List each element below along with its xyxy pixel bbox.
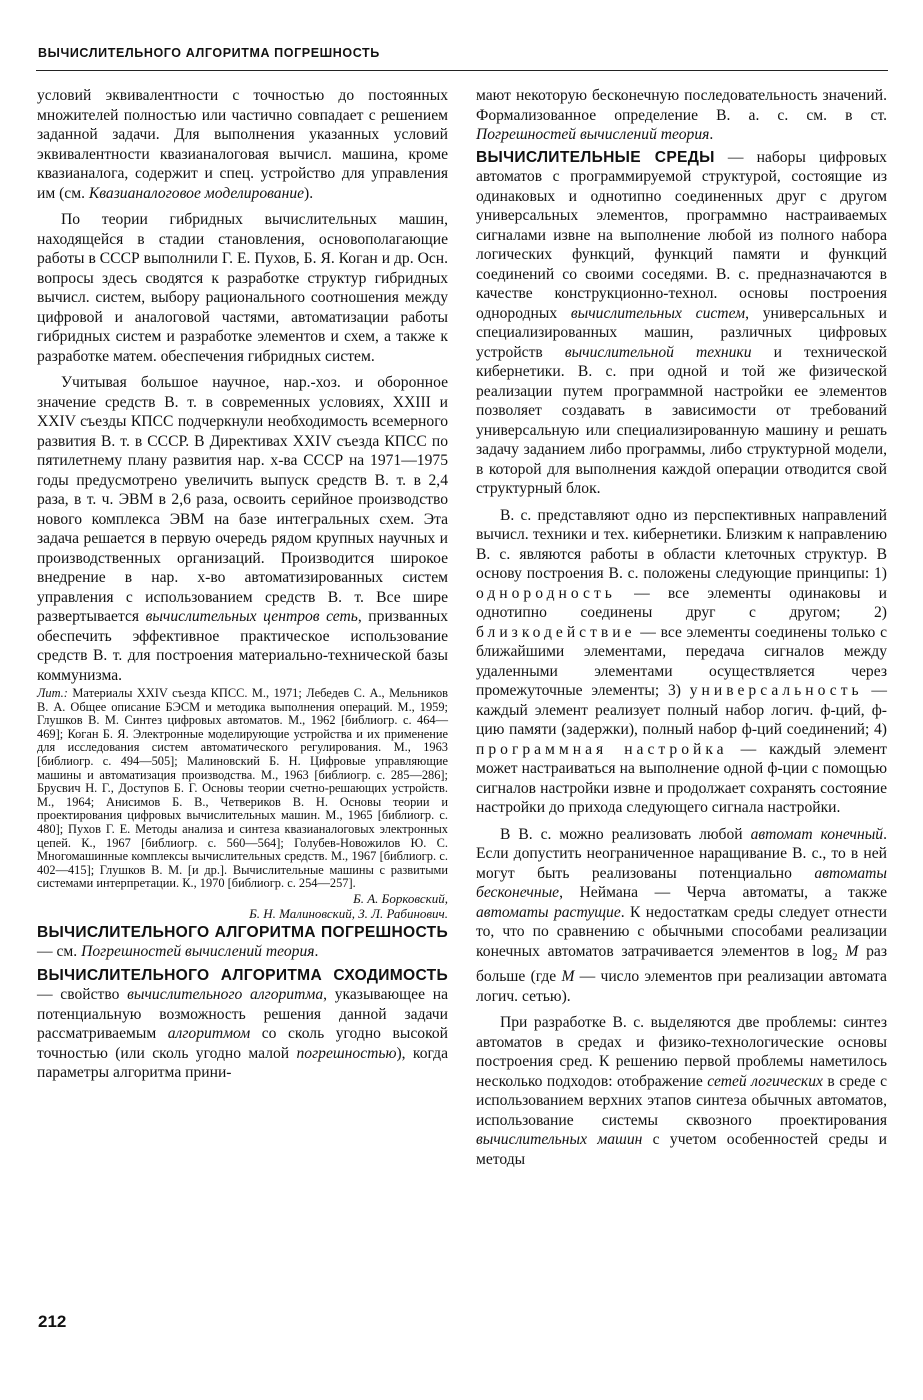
lit-label: Лит.:	[37, 686, 68, 700]
cross-reference[interactable]: автомат конечный	[750, 825, 884, 843]
paragraph: При разработке В. с. выделяются две проблемы: синтез автоматов в средах и физико-технологические основы построения сред. К решению первой проблемы наметилось несколько подходов: отображение сетей логических в среде с использованием верхних этапов синтеза обычных автоматов, использование системы сквозного проектирования вычислительных машин с учетом особенностей среды и методы	[476, 1014, 887, 1168]
cross-reference[interactable]: сетей логических	[707, 1072, 823, 1090]
cross-reference[interactable]: Погрешностей вычислений теория	[476, 126, 710, 143]
cross-reference[interactable]: погрешностью	[296, 1044, 397, 1062]
paragraph: условий эквивалентности с точностью до постоянных множителей полностью или частично совпадает с решением заданной задачи. Для выполнения указанных условий эквивалентности квазианалоговая вычисл. машина, кроме квазианалога, содержит и спец. устройство для управления им (см. Квазианалоговое моделирование).	[37, 87, 448, 202]
header-rule	[36, 70, 888, 71]
cross-reference[interactable]: вычислительных систем	[570, 304, 746, 322]
paragraph: мают некоторую бесконечную последовательность значений. Формализованное определение В. а. с. см. в ст. Погрешностей вычислений теория.	[476, 87, 887, 143]
formula: $\log_2 M$	[812, 942, 859, 963]
entry-headword: ВЫЧИСЛИТЕЛЬНЫЕ СРЕДЫ	[476, 148, 715, 166]
cross-reference[interactable]: Погрешностей вычислений теория	[81, 943, 315, 961]
cross-reference[interactable]: вычислительных центров сеть	[145, 608, 358, 625]
dictionary-entry: ВЫЧИСЛИТЕЛЬНЫЕ СРЕДЫ — наборы цифровых автоматов с программируемой структурой, состоящие из одинаковых и однотипно соединенных друг с другом универсальных элементов, программно настраиваемых сигналами извне на выполнение любой из полного набора логических функций, функций памяти и функций соединений со своими соседями. В. с. предназначаются в качестве конструкционно-технол. основы построения однородных вычислительных систем, универсальных и специализированных машин, различных цифровых устройств вычислительной техники и технической кибернетики. В. с. при одной и той же физической реализации путем программной настройки ее элементов позволяет создавать в зависимости от требований универсальную или специализированную машину и решать задачу заданием либо программы, либо структурной модели, в которой для выполнения каждой операции отводится свой структурный блок.	[476, 148, 888, 497]
running-header: ВЫЧИСЛИТЕЛЬНОГО АЛГОРИТМА ПОГРЕШНОСТЬ	[38, 46, 380, 60]
spaced-term: программная настройка	[476, 740, 728, 758]
cross-reference[interactable]: автоматы растущие	[476, 903, 621, 921]
dictionary-entry: ВЫЧИСЛИТЕЛЬНОГО АЛГОРИТМА ПОГРЕШНОСТЬ — см. Погрешностей вычислений теория.	[37, 923, 448, 961]
dictionary-entry: ВЫЧИСЛИТЕЛЬНОГО АЛГОРИТМА СХОДИМОСТЬ — свойство вычислительного алгоритма, указывающее на потенциальную возможность решения данной задачи рассматриваемым алгоритмом со сколь угодно высокой точностью (или сколь угодно малой погрешностью), когда параметры алгоритма прини-	[37, 966, 448, 1082]
spaced-term: универсальность	[689, 682, 863, 699]
left-column	[37, 86, 448, 1083]
paragraph: В В. с. можно реализовать любой автомат конечный. Если допустить неограниченное наращивание В. с., то в ней могут быть реализованы потенциально автоматы бесконечные, Неймана — Черча автоматы, а также автоматы растущие. К недостаткам среды следует отнести то, что по сравнению с обычными способами реализации конечных автоматов затрачивается элементов в $\log_2 M$ раз больше (где M — число элементов при реализации автомата логич. сетью).	[476, 825, 887, 1005]
cross-reference[interactable]: автоматы бесконечные	[476, 864, 887, 901]
cross-reference[interactable]: вычислительного алгоритма	[127, 986, 324, 1004]
paragraph: Учитывая большое научное, нар.-хоз. и оборонное значение средств В. т. в современных условиях, XXIII и XXIV съезды КПСС подчеркнули необходимость всемерного развития В. т. в СССР. В Директивах XXIV съезда КПСС по пятилетнему плану развития нар. х-ва СССР на 1971—1975 годы предусмотрено увеличить выпуск средств В. т. в 2,4 раза, в т. ч. ЭВМ в 2,6 раза, освоить серийное производство нового комплекса ЭВМ на базе интегральных схем. Эта задача решается в первую очередь рядом крупных научных и производственных организаций. Производится широкое внедрение в нар. х-во автоматизированных систем управления с использованием средств В. т. Все шире развертывается вычислительных центров сеть, призванных обеспечить эффективное практическое использование средств В. т. для построения материально-технической базы коммунизма.	[37, 374, 448, 684]
cross-reference[interactable]: вычислительной техники	[564, 343, 752, 361]
right-column	[476, 86, 887, 1169]
paragraph: По теории гибридных вычислительных машин, находящейся в стадии становления, основополагающие работы в СССР выполнили Г. Е. Пухов, Б. Я. Коган и др. Осн. вопросы здесь сводятся к разработке структур гибридных вычисл. систем, выбору рационального соотношения между цифровой и аналоговой частями, автоматизации работы гибридных систем и разработке элементов и схем, а также к разработке матем. обеспечения гибридных систем.	[37, 211, 448, 365]
cross-reference[interactable]: вычислительных машин	[476, 1131, 643, 1149]
spaced-term: близкодействие	[476, 623, 636, 641]
entry-headword: ВЫЧИСЛИТЕЛЬНОГО АЛГОРИТМА ПОГРЕШНОСТЬ	[37, 923, 448, 941]
bibliography	[37, 687, 448, 891]
entry-headword: ВЫЧИСЛИТЕЛЬНОГО АЛГОРИТМА СХОДИМОСТЬ	[37, 966, 448, 984]
article-authors: Б. А. Борковский, Б. Н. Малиновский, З. Л. Рабинович.	[249, 890, 448, 921]
cross-reference[interactable]: алгоритмом	[167, 1025, 251, 1043]
lit-text: Материалы XXIV съезда КПСС. М., 1971; Лебедев С. А., Мельников В. А. Общее описание БЭСМ и методика выполнения операций. М., 1959; Глушков В. М. Синтез цифровых автоматов. М., 1962 [библиогр. с. 464—469]; Коган Б. Я. Электронные моделирующие устройства и их применение для исследования систем автоматического регулирования. М., 1963 [библиогр. с. 494—505]; Малиновский Б. Н. Цифровые управляющие машины и автоматизация производства. М., 1963 [библиогр. с. 285—286]; Брусвич Н. Г., Доступов Б. Г. Основы теории счетно-решающих устройств. М., 1964; Анисимов Б. В., Четвериков В. Н. Основы теории и проектирования цифровых вычислительных машин. М., 1965 [библиогр. с. 480]; Пухов Г. Е. Методы анализа и синтеза квазианалоговых электронных цепей. К., 1967 [библиогр. с. 560—564]; Голубев-Новожилов Ю. С. Многомашинные комплексы вычислительных средств. М., 1967 [библиогр. с. 402—415]; Глушков В. М. [и др.]. Вычислительные машины с развитыми системами интерпретации. К., 1970 [библиогр. с. 254—257].	[37, 686, 448, 891]
cross-reference[interactable]: Квазианалоговое моделирование	[88, 184, 305, 202]
paragraph: В. с. представляют одно из перспективных направлений вычисл. техники и тех. кибернетики. Близким к направлению В. с. являются работы в области клеточных структур. В основу построения В. с. положены следующие принципы: 1) однородность — все элементы одинаковы и однотипно соединены друг с другом; 2) близкодействие — все элементы соединены только с ближайшими элементами, передача сигналов между удаленными элементами осуществляется через промежуточные элементы; 3) универсальность — каждый элемент реализует полный набор логич. ф-ций, ф-цию памяти (задержки), полный набор ф-ций соединений; 4) программная настройка — каждый элемент может настраиваться на выполнение одной ф-ции с помощью сигналов настройки извне и продолжает сохранять состояние настройки до прихода следующего сигнала настройки.	[476, 506, 888, 816]
page-number: 212	[38, 1312, 67, 1331]
formula-variable: M	[561, 968, 575, 986]
spaced-term: однородность	[476, 584, 616, 602]
